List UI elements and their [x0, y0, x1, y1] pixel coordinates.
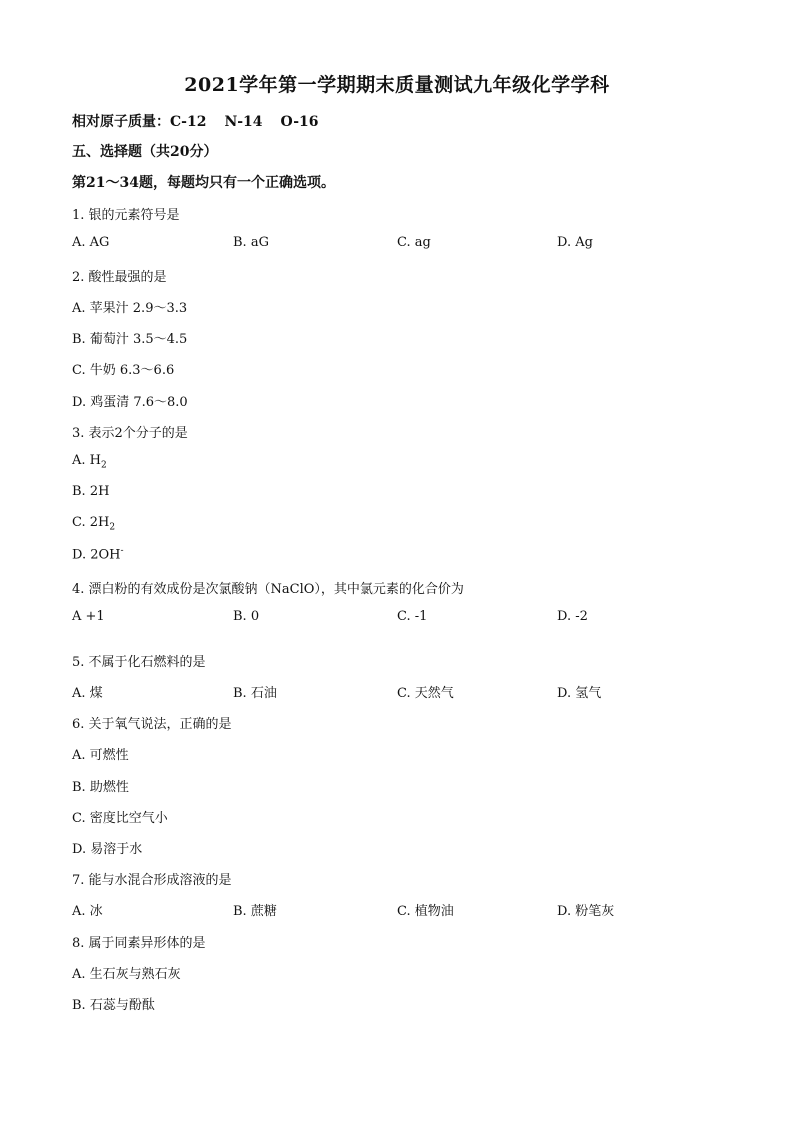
question-2-option-a: A. 苹果汁 2.9～3.3: [72, 301, 188, 316]
question-3-option-d: D. 2OH-: [72, 546, 124, 563]
atomic-mass-label: 相对原子质量：: [72, 114, 170, 130]
question-3-option-c: C. $2H_2$: [72, 515, 116, 533]
question-3-stem: 3. 表示2个分子的是: [72, 426, 188, 441]
atomic-mass-c: C-12: [170, 114, 207, 130]
question-1-option-c: C. ag: [397, 235, 431, 250]
question-1-stem: 1. 银的元素符号是: [72, 208, 180, 223]
question-1-option-d: D. Ag: [557, 235, 593, 250]
question-1-option-a: A. AG: [72, 235, 110, 250]
question-7-option-d: D. 粉笔灰: [557, 904, 615, 919]
atomic-mass-o: O-16: [280, 114, 319, 130]
question-1-option-b: B. aG: [233, 235, 269, 250]
question-2-option-c: C. 牛奶 6.3～6.6: [72, 363, 175, 378]
section-instruction: 第21～34题，每题均只有一个正确选项。: [72, 175, 335, 191]
question-8-option-b: B. 石蕊与酚酞: [72, 998, 155, 1013]
atomic-mass-n: N-14: [224, 114, 263, 130]
question-7-option-b: B. 蔗糖: [233, 904, 277, 919]
question-4-stem: 4. 漂白粉的有效成份是次氯酸钠（NaClO），其中氯元素的化合价为: [72, 582, 464, 597]
question-6-option-c: C. 密度比空气小: [72, 811, 168, 826]
question-5-option-b: B. 石油: [233, 686, 277, 701]
exam-title: 2021学年第一学期期末质量测试九年级化学学科: [184, 74, 610, 96]
question-3-option-a: A. $H_2$: [72, 453, 107, 471]
atomic-mass-line: [72, 111, 319, 131]
question-2-option-b: B. 葡萄汁 3.5～4.5: [72, 332, 188, 347]
question-4-option-d: D. -2: [557, 609, 588, 624]
question-6-option-d: D. 易溶于水: [72, 842, 143, 857]
question-4-option-a: A +1: [72, 609, 105, 624]
question-6-stem: 6. 关于氧气说法，正确的是: [72, 717, 232, 732]
question-4-option-b: B. 0: [233, 609, 260, 624]
question-8-option-a: A. 生石灰与熟石灰: [72, 967, 181, 982]
question-4-option-c: C. -1: [397, 609, 428, 624]
question-5-stem: 5. 不属于化石燃料的是: [72, 655, 206, 670]
question-5-option-d: D. 氢气: [557, 686, 602, 701]
section-heading: 五、选择题（共20分）: [72, 144, 218, 160]
question-2-stem: 2. 酸性最强的是: [72, 270, 167, 285]
question-7-option-c: C. 植物油: [397, 904, 454, 919]
question-6-option-b: B. 助燃性: [72, 780, 129, 795]
question-8-stem: 8. 属于同素异形体的是: [72, 936, 206, 951]
question-6-option-a: A. 可燃性: [72, 748, 129, 763]
question-2-option-d: D. 鸡蛋清 7.6～8.0: [72, 395, 188, 410]
question-7-stem: 7. 能与水混合形成溶液的是: [72, 873, 232, 888]
question-3-option-b: B. 2H: [72, 484, 110, 499]
question-5-option-c: C. 天然气: [397, 686, 454, 701]
question-7-option-a: A. 冰: [72, 904, 103, 919]
question-5-option-a: A. 煤: [72, 686, 103, 701]
